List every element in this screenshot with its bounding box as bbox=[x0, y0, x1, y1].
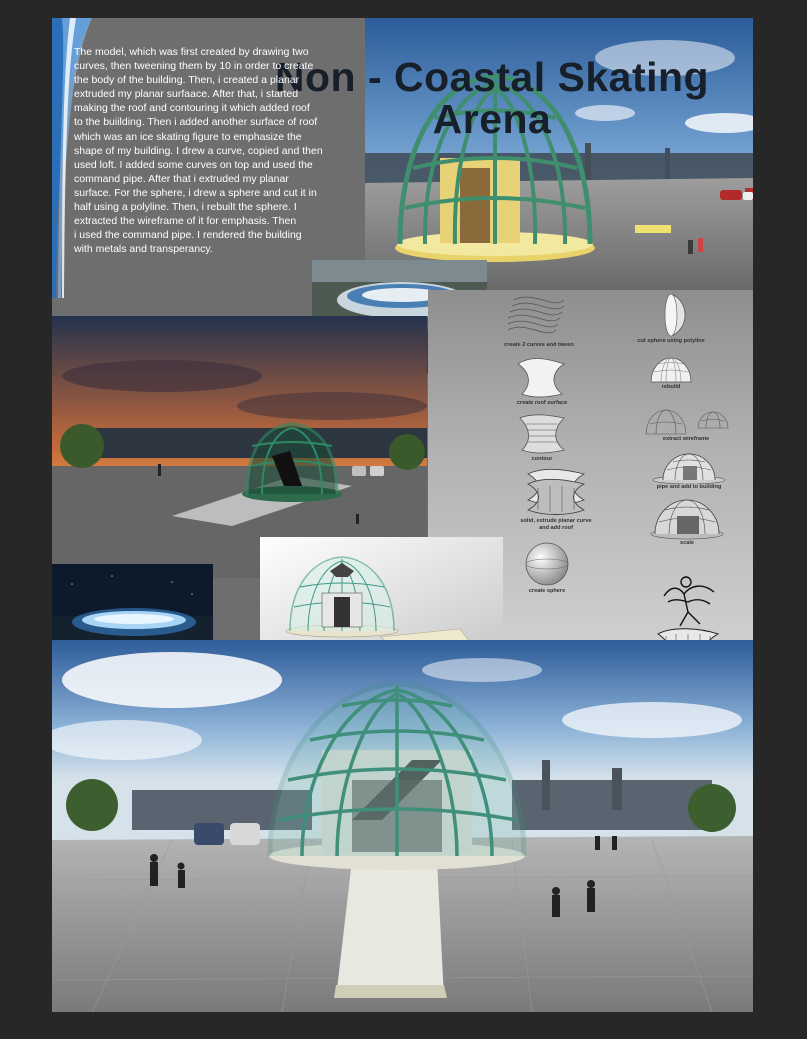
description-line: used loft. I added some curves on top and used the bbox=[74, 158, 313, 171]
render-white-background bbox=[260, 537, 503, 656]
step-sphere bbox=[512, 540, 582, 595]
description-line: curves, then tweening them by 10 in order to create bbox=[74, 60, 314, 73]
step-label: solid, extrude planar curve and add roof bbox=[520, 518, 592, 531]
step-tween bbox=[494, 290, 584, 349]
step-scale bbox=[642, 496, 732, 547]
step-cut-sphere bbox=[626, 292, 716, 345]
step-label: create sphere bbox=[528, 588, 566, 594]
description-line: surface. For the sphere, i drew a sphere and cut it in bbox=[74, 186, 317, 199]
step-label: contour bbox=[531, 456, 553, 462]
tween-curves-icon bbox=[494, 290, 584, 342]
description-line: which was an ice skating figure to emphasize the bbox=[74, 130, 302, 143]
description-line: i used the command pipe. I rendered the building bbox=[74, 229, 302, 242]
description-line: to the buiilding. Then i added another surface of roof bbox=[74, 116, 318, 129]
description-line: extracted the wireframe of it for emphasis. Then bbox=[74, 215, 297, 228]
step-extrude bbox=[508, 466, 604, 531]
step-label: create roof surface bbox=[516, 400, 568, 406]
step-pipe bbox=[634, 452, 744, 491]
description-line: making the roof and contouring it which added roof bbox=[74, 102, 310, 115]
step-label: rebuild bbox=[661, 384, 681, 390]
step-label: pipe and add to building bbox=[656, 484, 722, 490]
scale-building-icon bbox=[647, 496, 727, 540]
step-rebuild bbox=[636, 354, 706, 391]
extrude-solid-icon bbox=[518, 466, 594, 518]
step-roof-surface bbox=[492, 354, 592, 407]
step-contour bbox=[502, 412, 582, 463]
wireframe-icon bbox=[638, 406, 734, 436]
description-line: shape of my building. I drew a curve, copied and then bbox=[74, 144, 323, 157]
roof-surface-icon bbox=[512, 354, 572, 400]
step-label: scale bbox=[680, 540, 694, 546]
step-wireframe bbox=[626, 406, 746, 443]
description-line: The model, which was first created by drawing two bbox=[74, 46, 309, 58]
sphere-icon bbox=[523, 540, 571, 588]
description-line: half using a polyline. Then, i rebuilt the sphere. I bbox=[74, 201, 297, 214]
step-label: cut sphere using polyline bbox=[637, 338, 705, 344]
step-label: extract wireframe bbox=[662, 436, 710, 442]
description-line: with metals and transperancy. bbox=[74, 243, 213, 256]
step-label: create 2 curves and tween bbox=[504, 342, 574, 348]
pipe-building-icon bbox=[649, 452, 729, 484]
poster bbox=[52, 18, 753, 1012]
rebuild-dome-icon bbox=[648, 354, 694, 384]
description-text bbox=[74, 45, 366, 256]
description-line: command pipe. After that i extruded my planar bbox=[74, 172, 289, 185]
render-main-bottom bbox=[52, 640, 753, 1012]
description-line: the body of the building. Then, i created a planar bbox=[74, 74, 300, 87]
description-line: extruded my planar surfaace. After that, i started bbox=[74, 88, 299, 101]
half-sphere-icon bbox=[651, 292, 691, 338]
contour-icon bbox=[512, 412, 572, 456]
page-title: Non - Coastal Skating Arena bbox=[274, 54, 710, 142]
